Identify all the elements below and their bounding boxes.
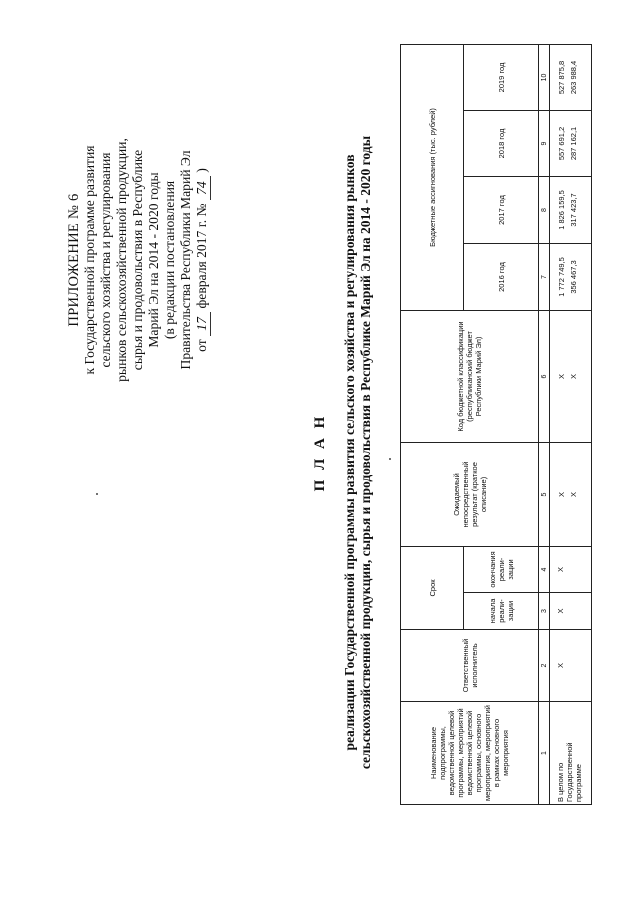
- appendix-line: рынков сельскохозяйственной продукции,: [114, 138, 129, 382]
- row-name: В целом по Государственной программе: [550, 702, 592, 805]
- plan-table: [400, 44, 592, 805]
- plan-subtitle: [342, 0, 374, 905]
- appendix-block: [66, 110, 211, 410]
- column-number: 2: [539, 630, 550, 702]
- header-term-end: окончания реали-зации: [464, 546, 539, 592]
- row-2017-value: 317 423,7: [569, 193, 578, 227]
- header-year-2016: 2016 год: [464, 243, 539, 310]
- date-day: 17: [194, 312, 211, 336]
- column-number: 5: [539, 442, 550, 546]
- column-number: 10: [539, 44, 550, 110]
- header-year-2017: 2017 год: [464, 176, 539, 243]
- row-result-value: Х: [557, 491, 566, 497]
- column-number: 6: [539, 310, 550, 442]
- row-2018-value: 287 162,1: [569, 126, 578, 161]
- header-code: Код бюджетной классификации (республиканский бюджет Республики Марий Эл): [401, 310, 539, 442]
- header-budget: Бюджетные ассигнования (тыс. рублей): [401, 44, 464, 310]
- row-start: Х: [550, 593, 592, 630]
- header-term: Срок: [401, 546, 464, 629]
- header-executor: Ответственный исполнитель: [401, 630, 539, 702]
- column-number: 8: [539, 176, 550, 243]
- column-number: 3: [539, 593, 550, 630]
- plan-subtitle-line: сельскохозяйственной продукции, сырья и продовольствия в Республике Марий Эл на 2014 - 2020 годы: [358, 135, 373, 770]
- row-2019-value: 263 988,4: [569, 60, 578, 95]
- row-2018-total: 557 691,2: [557, 126, 566, 161]
- plan-title: П Л А Н: [312, 413, 328, 492]
- row-2017: [550, 176, 592, 243]
- date-prefix: от: [194, 339, 209, 352]
- row-2016-value: 356 467,3: [569, 260, 578, 294]
- row-code-value: Х: [557, 373, 566, 379]
- row-2019: [550, 44, 592, 110]
- header-name: Наименование подпрограммы, ведомственной целевой программы, мероприятий ведомственной целевой программы, основного мероприятия, мероприятий в рамках основного мероприятия: [401, 702, 539, 805]
- header-result: Ожидаемый непосредственный результат (краткое описание): [401, 442, 539, 546]
- column-number: 7: [539, 243, 550, 310]
- row-executor: Х: [550, 630, 592, 702]
- appendix-title: ПРИЛОЖЕНИЕ № 6: [66, 193, 82, 327]
- row-result: [550, 442, 592, 546]
- appendix-date-line: [194, 110, 211, 410]
- row-2016: [550, 243, 592, 310]
- table-row: [550, 44, 592, 804]
- appendix-line: к Государственной программе развития: [82, 145, 97, 375]
- appendix-line: (в редакции постановления: [162, 180, 177, 340]
- scan-speck: [96, 493, 98, 495]
- row-2019-total: 527 875,8: [557, 60, 566, 95]
- appendix-line: Правительства Республики Марий Эл: [178, 150, 193, 370]
- column-number: 4: [539, 546, 550, 592]
- column-number: 1: [539, 702, 550, 805]
- plan-subtitle-line: реализации Государственной программы развития сельского хозяйства и регулирования рынков: [342, 154, 357, 751]
- row-2016-total: 1 772 749,5: [557, 257, 566, 297]
- appendix-line: сельского хозяйства и регулирования: [98, 152, 113, 368]
- header-year-2018: 2018 год: [464, 110, 539, 176]
- date-month-year: февраля 2017 г. №: [194, 203, 209, 309]
- row-2018: [550, 110, 592, 176]
- row-code: [550, 310, 592, 442]
- date-suffix: ): [194, 168, 209, 173]
- row-code-value: Х: [569, 373, 578, 379]
- scan-speck: [389, 458, 391, 460]
- header-term-start: начала реали-зации: [464, 593, 539, 630]
- date-number: 74: [194, 176, 211, 200]
- appendix-line: сырья и продовольствия в Республике: [130, 149, 145, 371]
- appendix-line: Марий Эл на 2014 - 2020 годы: [146, 172, 161, 348]
- header-year-2019: 2019 год: [464, 44, 539, 110]
- row-result-value: Х: [569, 491, 578, 497]
- row-end: Х: [550, 546, 592, 592]
- column-number: 9: [539, 110, 550, 176]
- row-2017-total: 1 826 159,5: [557, 190, 566, 230]
